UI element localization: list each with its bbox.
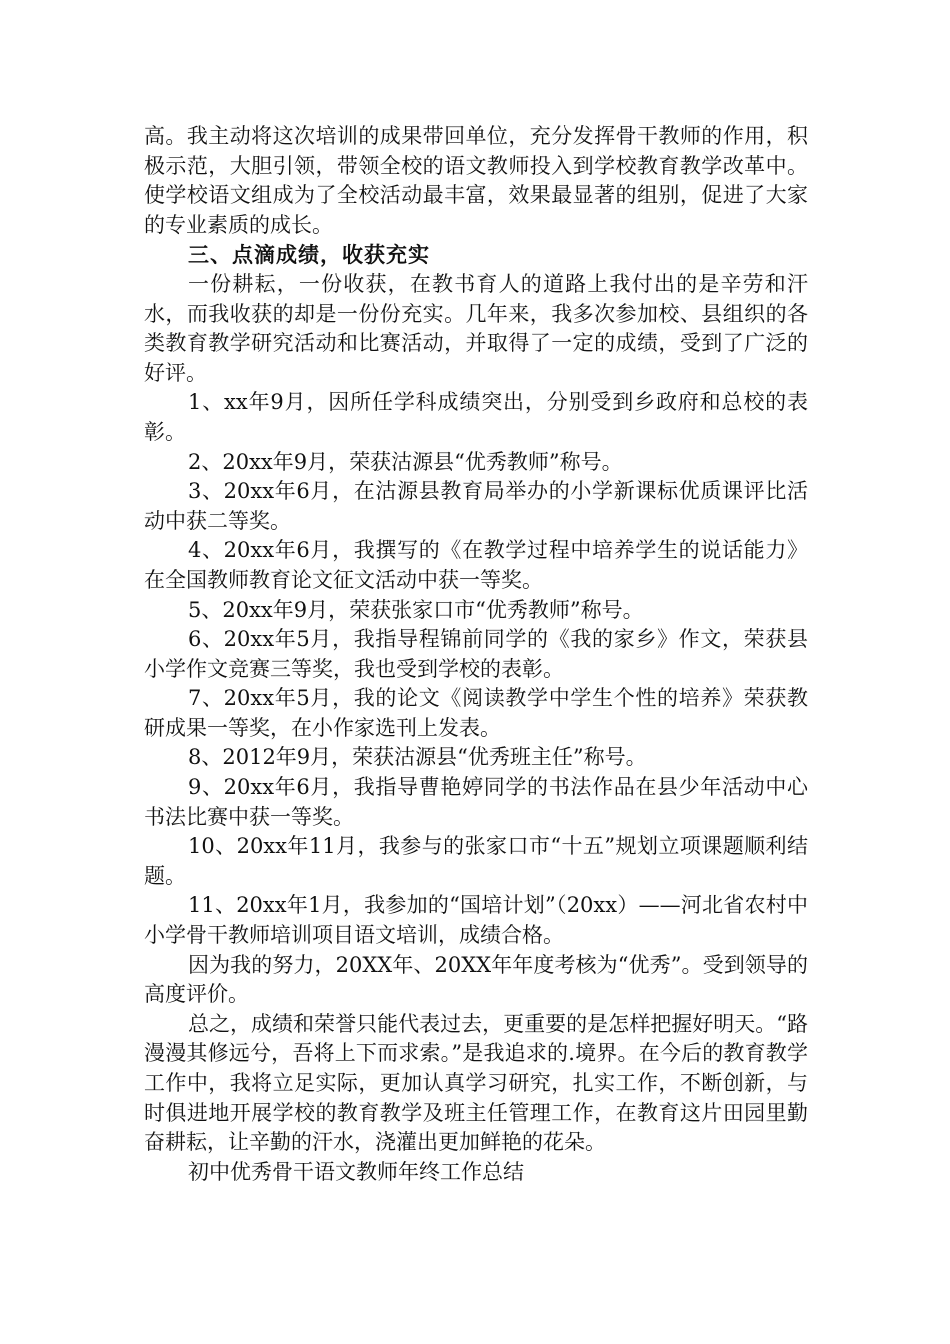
document-page xyxy=(144,122,808,1187)
achievement-item-4: 4、20xx年6月，我撰写的《在教学过程中培养学生的说话能力》在全国教师教育论文征文活动中获一等奖。 xyxy=(144,538,808,592)
document-title-line: 初中优秀骨干语文教师年终工作总结 xyxy=(188,1159,524,1184)
paragraph-evaluation: 因为我的努力，20XX年、20XX年年度考核为“优秀”。受到领导的高度评价。 xyxy=(144,952,808,1007)
paragraph-continuation: 高。我主动将这次培训的成果带回单位，充分发挥骨干教师的作用，积极示范，大胆引领，带领全校的语文教师投入到学校教育教学改革中。使学校语文组成为了全校活动最丰富，效果最显著的组别，促进了大家的专业素质的成长。 xyxy=(144,124,808,237)
achievement-item-9: 9、20xx年6月，我指导曹艳婷同学的书法作品在县少年活动中心书法比赛中获一等奖。 xyxy=(144,775,808,829)
achievement-item-10: 10、20xx年11月，我参与的张家口市“十五”规划立项课题顺利结题。 xyxy=(144,834,808,888)
paragraph-conclusion: 总之，成绩和荣誉只能代表过去，更重要的是怎样把握好明天。“路漫漫其修远兮，吾将上下而求索。”是我追求的.境界。在今后的教育教学工作中，我将立足实际，更加认真学习研究，扎实工作，不断创新，与时俱进地开展学校的教育教学及班主任管理工作，在教育这片田园里勤奋耕耘，让辛勤的汗水，浇灌出更加鲜艳的花朵。 xyxy=(144,1011,808,1155)
achievement-item-2: 2、20xx年9月，荣获沽源县“优秀教师”称号。 xyxy=(188,449,623,474)
achievement-item-6: 6、20xx年5月，我指导程锦前同学的《我的家乡》作文，荣获县小学作文竞赛三等奖，我也受到学校的表彰。 xyxy=(144,627,808,681)
achievement-item-11: 11、20xx年1月，我参加的“国培计划”（20xx）——河北省农村中小学骨干教师培训项目语文培训，成绩合格。 xyxy=(144,893,808,948)
paragraph-intro: 一份耕耘，一份收获，在教书育人的道路上我付出的是辛劳和汗水，而我收获的却是一份份充实。几年来，我多次参加校、县组织的各类教育教学研究活动和比赛活动，并取得了一定的成绩，受到了广泛的好评。 xyxy=(144,271,808,385)
section-heading: 三、点滴成绩，收获充实 xyxy=(188,242,430,268)
achievement-item-8: 8、2012年9月，荣获沽源县“优秀班主任”称号。 xyxy=(188,745,647,770)
achievement-item-5: 5、20xx年9月，荣获张家口市“优秀教师”称号。 xyxy=(188,597,644,622)
achievement-item-7: 7、20xx年5月，我的论文《阅读教学中学生个性的培养》荣获教研成果一等奖，在小作家选刊上发表。 xyxy=(144,686,808,740)
achievement-item-3: 3、20xx年6月，在沽源县教育局举办的小学新课标优质课评比活动中获二等奖。 xyxy=(144,479,808,533)
achievement-item-1: 1、xx年9月，因所任学科成绩突出，分别受到乡政府和总校的表彰。 xyxy=(144,390,808,444)
